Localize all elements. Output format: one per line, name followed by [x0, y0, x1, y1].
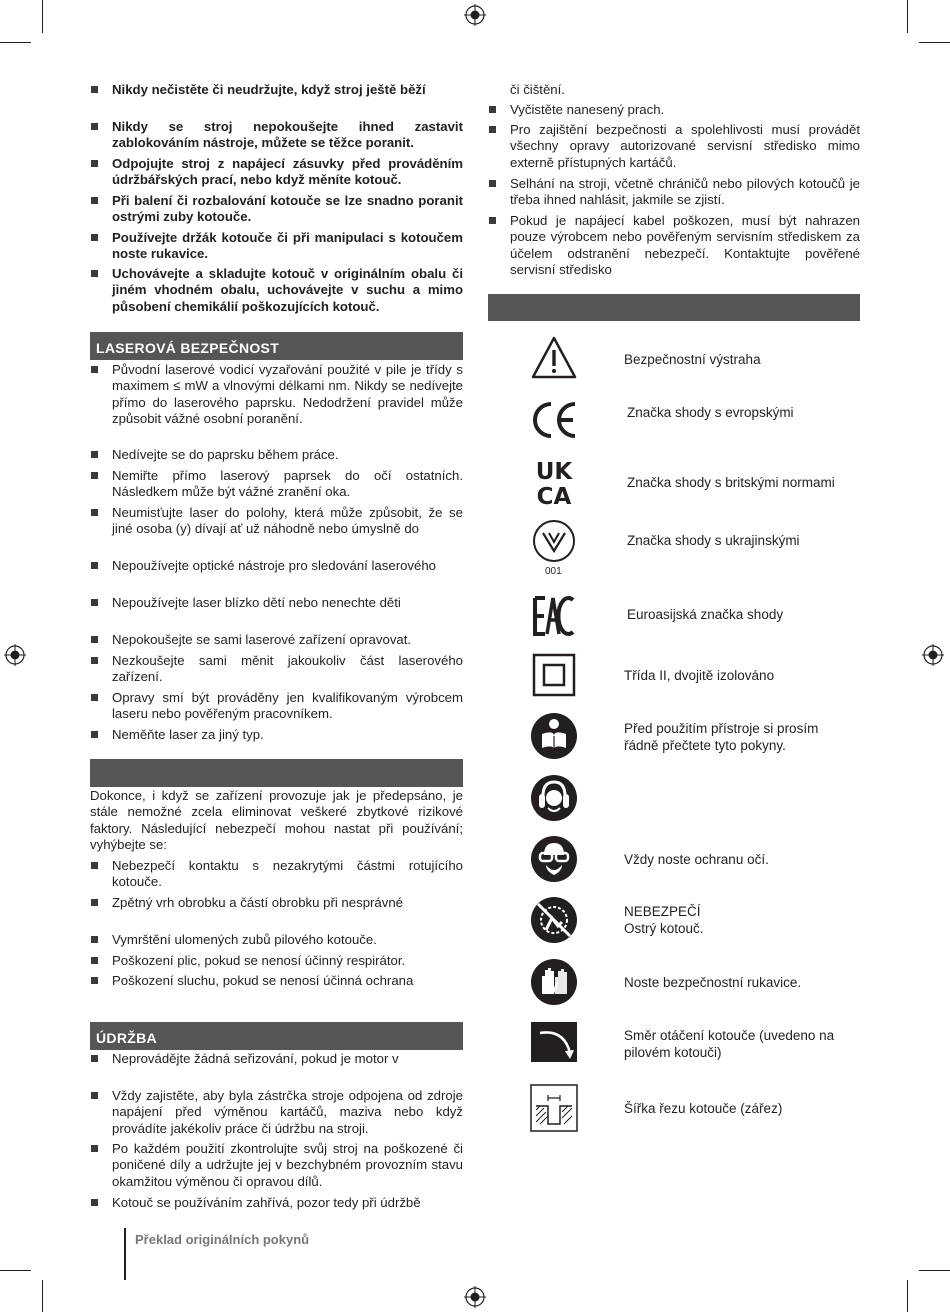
crop-mark: [42, 0, 43, 33]
eac-mark-icon: [530, 592, 578, 640]
symbol-label: Euroasijská značka shody: [627, 607, 784, 622]
symbol-label: Vždy noste ochranu očí.: [624, 852, 769, 867]
rotation-direction-icon: [530, 1020, 578, 1064]
list-item: Uchovávejte a skladujte kotouč v originálním obalu či jiném vhodném obalu, uchovávejte v suchu a mimo působení chemikálií poškozujících kotouč.: [90, 266, 463, 315]
svg-text:UK: UK: [535, 459, 573, 485]
crop-mark: [0, 42, 31, 43]
left-column: [90, 0, 463, 1230]
ua-mark-number: 001: [545, 566, 562, 577]
crop-mark: [42, 1280, 43, 1312]
crop-mark: [919, 42, 950, 43]
section-header-maintenance: ÚDRŽBA: [90, 1022, 463, 1050]
symbol-label: Značka shody s evropskými: [627, 405, 794, 420]
list-item: Zpětný vrh obrobku a částí obrobku při nesprávné: [90, 895, 463, 911]
registration-mark-icon: [464, 4, 486, 26]
symbol-label: NEBEZPEČÍ Ostrý kotouč.: [624, 904, 704, 936]
list-item: Vždy zajistěte, aby byla zástrčka stroje odpojena od zdroje napájení před výměnou kartáčů, maziva nebo když provádíte jakékoliv práce či údržbu na stroji.: [90, 1088, 463, 1137]
crop-mark: [907, 1280, 908, 1312]
list-item: Nemiřte přímo laserový paprsek do očí ostatních. Následkem může být vážné zranění oka.: [90, 468, 463, 501]
symbol-label: Před použitím přístroje si prosím řádně přečtete tyto pokyny.: [624, 721, 819, 753]
section-header-residual-risks: [90, 759, 463, 787]
list-item: Opravy smí být prováděny jen kvalifikovaným výrobcem laseru nebo pověřeným pracovníkem.: [90, 690, 463, 723]
section-header-symbols: [488, 294, 860, 321]
list-item: Vymrštění ulomených zubů pilového kotouče.: [90, 932, 463, 948]
list-item: Nepoužívejte optické nástroje pro sledování laserového: [90, 558, 463, 574]
symbol-label: Noste bezpečnostní rukavice.: [624, 975, 802, 990]
list-item: Neprovádějte žádná seřizování, pokud je motor v: [90, 1051, 463, 1067]
footer-bar: [124, 1228, 126, 1280]
crop-mark: [0, 1270, 31, 1271]
crop-mark: [907, 0, 908, 33]
list-item: Vyčistěte nanesený prach.: [488, 102, 860, 118]
registration-mark-icon: [922, 644, 944, 666]
list-item: Po každém použití zkontrolujte svůj stroj na poškozené či poničené díly a udržujte jej v bezchybném provozním stavu okamžitou výměnou či opravou dílů.: [90, 1141, 463, 1190]
list-item: Poškození plic, pokud se nenosí účinný respirátor.: [90, 953, 463, 969]
list-item: Pro zajištění bezpečnosti a spolehlivosti musí provádět všechny opravy autorizované servisní středisko mimo externě přístupných kartáčů.: [488, 122, 860, 171]
symbol-label: Značka shody s ukrajinskými: [627, 533, 800, 548]
list-item: Neumisťujte laser do polohy, která může způsobit, že se jiné osoba (y) dívají ať už náhodně nebo úmyslně do: [90, 505, 463, 538]
warning-triangle-icon: [530, 334, 578, 382]
symbol-label: Bezpečnostní výstraha: [624, 352, 761, 367]
crop-mark: [919, 1270, 950, 1271]
list-item: Používejte držák kotouče či při manipulaci s kotoučem noste rukavice.: [90, 230, 463, 263]
registration-mark-icon: [4, 644, 26, 666]
ce-mark-icon: [530, 396, 578, 444]
ukca-mark-icon: [530, 457, 578, 507]
registration-mark-icon: [464, 1286, 486, 1308]
list-item: Kotouč se používáním zahřívá, pozor tedy při údržbě: [90, 1195, 463, 1211]
right-column: [488, 0, 860, 330]
list-item: Nikdy se stroj nepokoušejte ihned zastavit zablokováním nástroje, můžete se těžce poranit.: [90, 119, 463, 152]
section-header-laser: LASEROVÁ BEZPEČNOST: [90, 332, 463, 360]
symbol-label: Třída II, dvojitě izolováno: [624, 668, 775, 683]
ear-protection-icon: [530, 774, 578, 822]
list-item: Nepokoušejte se sami laserové zařízení opravovat.: [90, 632, 463, 648]
symbol-label: Značka shody s britskými normami: [627, 475, 835, 490]
list-item: Při balení či rozbalování kotouče se lze snadno poranit ostrými zuby kotouče.: [90, 193, 463, 226]
paragraph: Dokonce, i když se zařízení provozuje jak je předepsáno, je stále nemožné zcela eliminovat veškeré zbytkové rizikové faktory. Následující nebezpečí mohou nastat při používání; vyhýbejte se:: [90, 788, 463, 852]
symbol-label: Šířka řezu kotouče (zářez): [624, 1101, 783, 1116]
list-item: Pokud je napájecí kabel poškozen, musí být nahrazen pouze výrobcem nebo pověřeným servisním střediskem za účelem odstranění nebezpečí. Kontaktujte pověřené servisní středisko: [488, 213, 860, 278]
eye-protection-icon: [530, 835, 578, 883]
list-item: Původní laserové vodicí vyzařování použité v pile je třídy s maximem ≤ mW a vlnovými délkami nm. Nikdy se nedívejte přímo do laserového paprsku. Nedodržení pravidel může způsobit vážné osobní poranění.: [90, 362, 463, 427]
list-item: Nebezpečí kontaktu s nezakrytými částmi rotujícího kotouče.: [90, 858, 463, 891]
class-ii-icon: [530, 651, 578, 699]
kerf-width-icon: [530, 1084, 578, 1132]
list-item: Nepoužívejte laser blízko dětí nebo nenechte děti: [90, 595, 463, 611]
footer-text: Překlad originálních pokynů: [135, 1232, 310, 1247]
list-item: Odpojujte stroj z napájecí zásuvky před prováděním údržbářských prací, nebo když měníte kotouč.: [90, 156, 463, 189]
list-item: Selhání na stroji, včetně chráničů nebo pilových kotoučů je třeba ihned nahlásit, jakmile se zjistí.: [488, 176, 860, 209]
read-manual-icon: [530, 712, 578, 760]
list-item: Poškození sluchu, pokud se nenosí účinná ochrana: [90, 973, 463, 989]
sharp-blade-icon: [530, 896, 578, 944]
list-item: Nedívejte se do paprsku během práce.: [90, 447, 463, 463]
continued-text: či čištění.: [510, 82, 565, 97]
gloves-icon: [530, 958, 578, 1006]
list-item: Neměňte laser za jiný typ.: [90, 727, 463, 743]
symbol-label: Směr otáčení kotouče (uvedeno na pilovém kotouči): [624, 1028, 835, 1060]
list-item: Nikdy nečistěte či neudržujte, když stroj ještě běží: [90, 82, 463, 98]
list-item: Nezkoušejte sami měnit jakoukoliv část laserového zařízení.: [90, 653, 463, 686]
svg-text:CA: CA: [536, 484, 572, 507]
